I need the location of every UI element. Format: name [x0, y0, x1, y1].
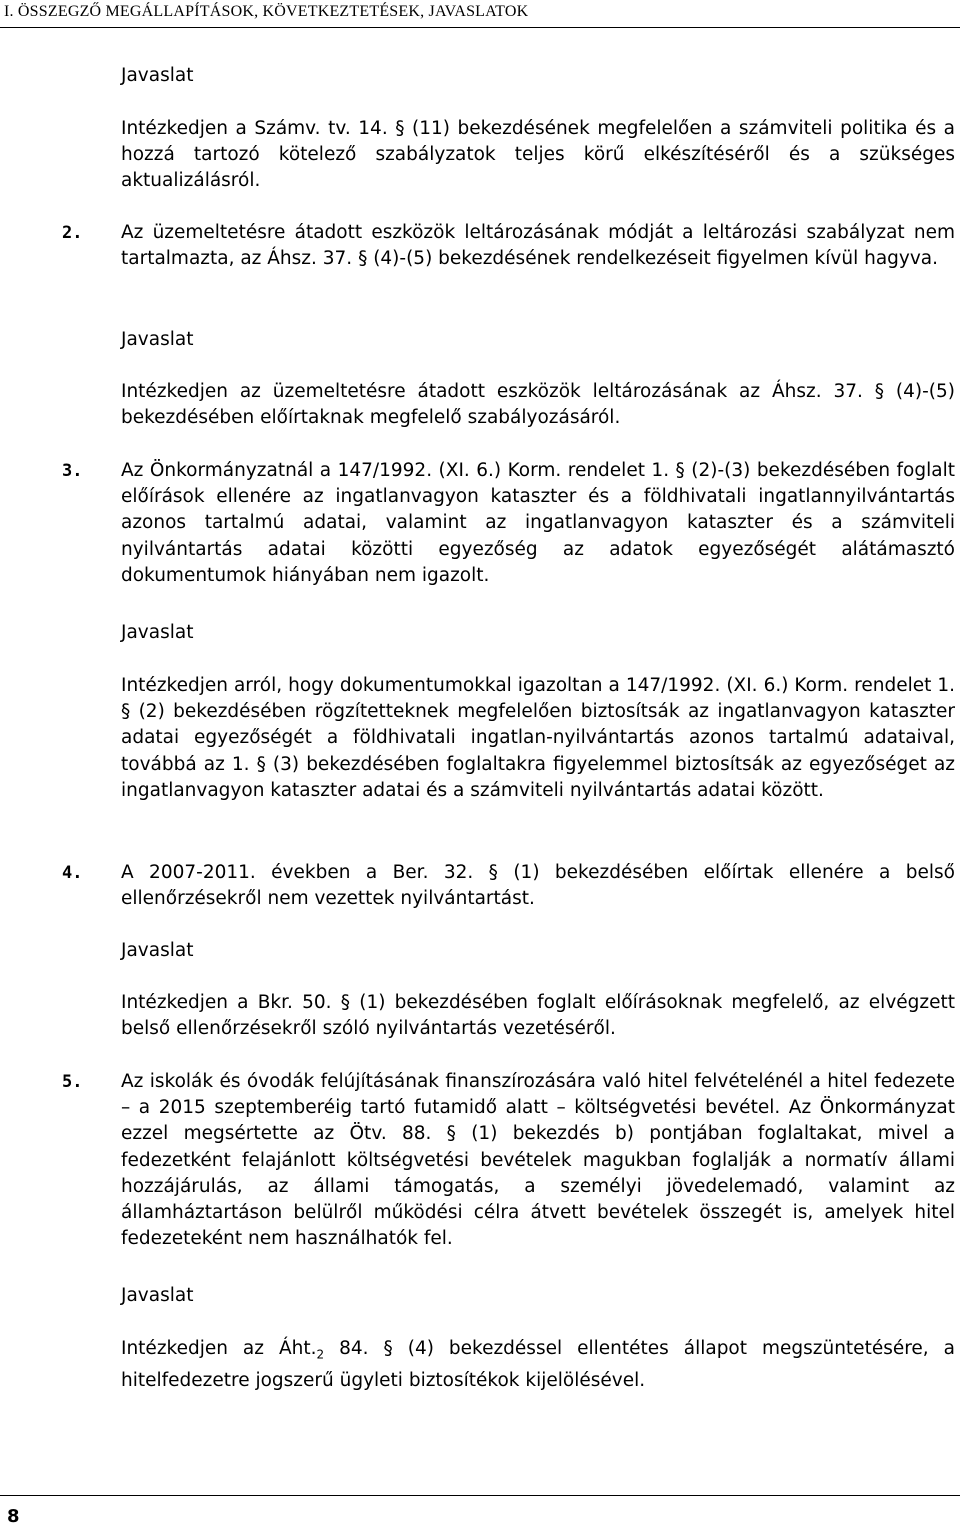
recommendation-1: Intézkedjen a Számv. tv. 14. § (11) bekezdésének megfelelően a számviteli politika és a hozzá tartozó kötelező szabályzatok teljes körű elkészítéséről és a szükséges aktualizálásról. [121, 118, 955, 192]
recommendation-5-start: Intézkedjen az Áht. [121, 1338, 317, 1359]
header-divider [0, 27, 960, 28]
javaslat-heading-1: Javaslat [121, 65, 194, 86]
recommendation-5-rest: 84. § (4) bekezdéssel ellentétes állapot megszüntetésére, a hitelfedezetre jogszerű ügyleti biztosítékok kijelölésével. [121, 1338, 955, 1391]
finding-4: A 2007-2011. években a Ber. 32. § (1) bekezdésében előírtak ellenére a belső ellenőrzésekről nem vezettek nyilvántartást. [121, 862, 955, 910]
item-number-3: 3. [62, 461, 83, 481]
recommendation-5 [121, 1336, 955, 1394]
javaslat-heading-4: Javaslat [121, 940, 194, 961]
javaslat-heading-2: Javaslat [121, 329, 194, 350]
javaslat-heading-3: Javaslat [121, 622, 194, 643]
recommendation-4: Intézkedjen a Bkr. 50. § (1) bekezdésében foglalt előírásoknak megfelelő, az elvégzett belső ellenőrzésekről szóló nyilvántartás vezetéséről. [121, 992, 955, 1040]
finding-2: Az üzemeltetésre átadott eszközök leltározásának módját a leltározási szabályzat nem tartalmazta, az Áhsz. 37. § (4)-(5) bekezdésének rendelkezéseit figyelmen kívül hagyva. [121, 222, 955, 270]
item-number-2: 2. [62, 223, 83, 243]
javaslat-heading-5: Javaslat [121, 1285, 194, 1306]
finding-3: Az Önkormányzatnál a 147/1992. (XI. 6.) Korm. rendelet 1. § (2)-(3) bekezdésében foglalt előírások ellenére az ingatlanvagyon kataszter és a földhivatali ingatlannyilvántartás azonos tartalmú adatai, valamint az ingatlanvagyon kataszter és a számviteli nyilvántartás adatai közötti egyezőség az adatok egyezőségét alátámasztó dokumentumok hiányában nem igazolt. [121, 460, 955, 586]
page-number: 8 [7, 1506, 20, 1527]
finding-5: Az iskolák és óvodák felújításának finanszírozására való hitel felvételénél a hitel fedezete – a 2015 szeptemberéig tartó futamidő alatt – költségvetési bevétel. Az Önkormányzat ezzel megsértette az Ötv. 88. § (1) bekezdés b) pontjában foglaltakat, mivel a fedezetként felajánlott költségvetési bevételek magukban foglalják a normatív állami hozzájárulás, az állami támogatás, a személyi jövedelemadó, valamint az államháztartáson belülről működési célra átvett bevételek összegét is, amelyek hitel fedezeteként nem használhatók fel. [121, 1071, 955, 1250]
item-number-5: 5. [62, 1072, 83, 1092]
item-number-4: 4. [62, 863, 83, 883]
recommendation-2: Intézkedjen az üzemeltetésre átadott eszközök leltározásának az Áhsz. 37. § (4)-(5) bekezdésében előírtaknak megfelelő szabályozásáról. [121, 381, 955, 429]
running-header: I. ÖSSZEGZŐ MEGÁLLAPÍTÁSOK, KÖVETKEZTETÉSEK, JAVASLATOK [4, 3, 529, 20]
recommendation-3: Intézkedjen arról, hogy dokumentumokkal igazoltan a 147/1992. (XI. 6.) Korm. rendelet 1. § (2) bekezdésében rögzítetteknek megfelelően biztosítsák az ingatlanvagyon kataszter adatai egyezőségét a földhivatali ingatlan-nyilvántartás azonos tartalmú adataival, továbbá az 1. § (3) bekezdésében foglaltakra figyelemmel biztosítsák az egyezőséget az ingatlanvagyon kataszter adatai és a számviteli nyilvántartás adatai között. [121, 675, 955, 801]
footer-divider [0, 1495, 960, 1496]
recommendation-5-subscript: 2 [316, 1347, 325, 1362]
